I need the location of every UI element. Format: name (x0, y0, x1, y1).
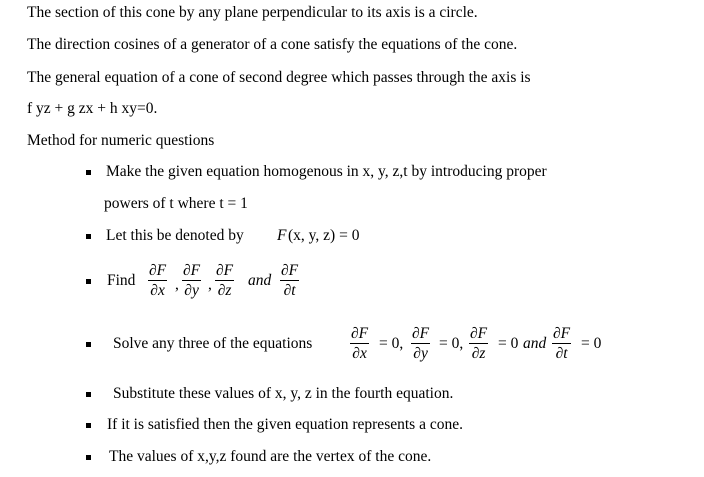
fraction-dF-dx (148, 262, 167, 299)
fraction-dF-dt (552, 325, 571, 362)
bullet-marker (86, 342, 91, 347)
math-function-F: F (277, 227, 287, 244)
fraction-denominator: ∂z (471, 345, 486, 362)
paragraph-direction-cosines: The direction cosines of a generator of a cone satisfy the equations of the cone. (27, 36, 518, 53)
bullet-satisfied: If it is satisfied then the given equation represents a cone. (107, 416, 463, 433)
fraction-numerator: ∂F (281, 262, 299, 279)
fraction-numerator: ∂F (553, 325, 571, 342)
math-comma: , (175, 276, 179, 293)
bullet-vertex: The values of x,y,z found are the vertex of the cone. (109, 448, 432, 465)
fraction-dF-dz (469, 325, 488, 362)
fraction-dF-dz (215, 262, 234, 299)
math-equals-zero: = 0 (581, 335, 602, 352)
fraction-numerator: ∂F (216, 262, 234, 279)
bullet-homogenous-line2: powers of t where t = 1 (104, 195, 248, 212)
math-equals-zero: = 0 (498, 335, 519, 352)
fraction-numerator: ∂F (183, 262, 201, 279)
bullet-solve-text: Solve any three of the equations (113, 335, 313, 352)
paragraph-equation: f yz + g zx + h xy=0. (27, 100, 158, 117)
bullet-denoted-text: Let this be denoted by (106, 227, 244, 244)
bullet-marker (86, 170, 91, 175)
fraction-dF-dy (411, 325, 430, 362)
bullet-homogenous-line1: Make the given equation homogenous in x, y, z,t by introducing proper (106, 163, 547, 180)
math-and: and (248, 272, 272, 289)
fraction-denominator: ∂x (150, 282, 165, 299)
fraction-numerator: ∂F (412, 325, 430, 342)
bullet-marker (86, 234, 91, 239)
fraction-numerator: ∂F (149, 262, 167, 279)
fraction-denominator: ∂y (184, 282, 199, 299)
bullet-marker (86, 279, 91, 284)
bullet-substitute: Substitute these values of x, y, z in the fourth equation. (113, 385, 454, 402)
math-comma: , (208, 276, 212, 293)
bullet-marker (86, 423, 91, 428)
math-function-args: (x, y, z) = 0 (288, 227, 360, 244)
fraction-dF-dx (350, 325, 369, 362)
paragraph-general-equation: The general equation of a cone of second degree which passes through the axis is (27, 69, 531, 86)
fraction-denominator: ∂t (555, 345, 568, 362)
paragraph-cone-section: The section of this cone by any plane perpendicular to its axis is a circle. (27, 4, 478, 21)
section-heading-method: Method for numeric questions (27, 132, 215, 149)
fraction-denominator: ∂y (413, 345, 428, 362)
math-and: and (523, 335, 547, 352)
fraction-numerator: ∂F (470, 325, 488, 342)
math-equals-zero: = 0, (379, 335, 404, 352)
fraction-dF-dt (280, 262, 299, 299)
fraction-numerator: ∂F (351, 325, 369, 342)
math-equals-zero: = 0, (439, 335, 464, 352)
bullet-find-text: Find (107, 272, 136, 289)
fraction-denominator: ∂x (352, 345, 367, 362)
bullet-marker (86, 392, 91, 397)
fraction-dF-dy (182, 262, 201, 299)
fraction-denominator: ∂z (217, 282, 232, 299)
bullet-marker (86, 455, 91, 460)
fraction-denominator: ∂t (283, 282, 296, 299)
